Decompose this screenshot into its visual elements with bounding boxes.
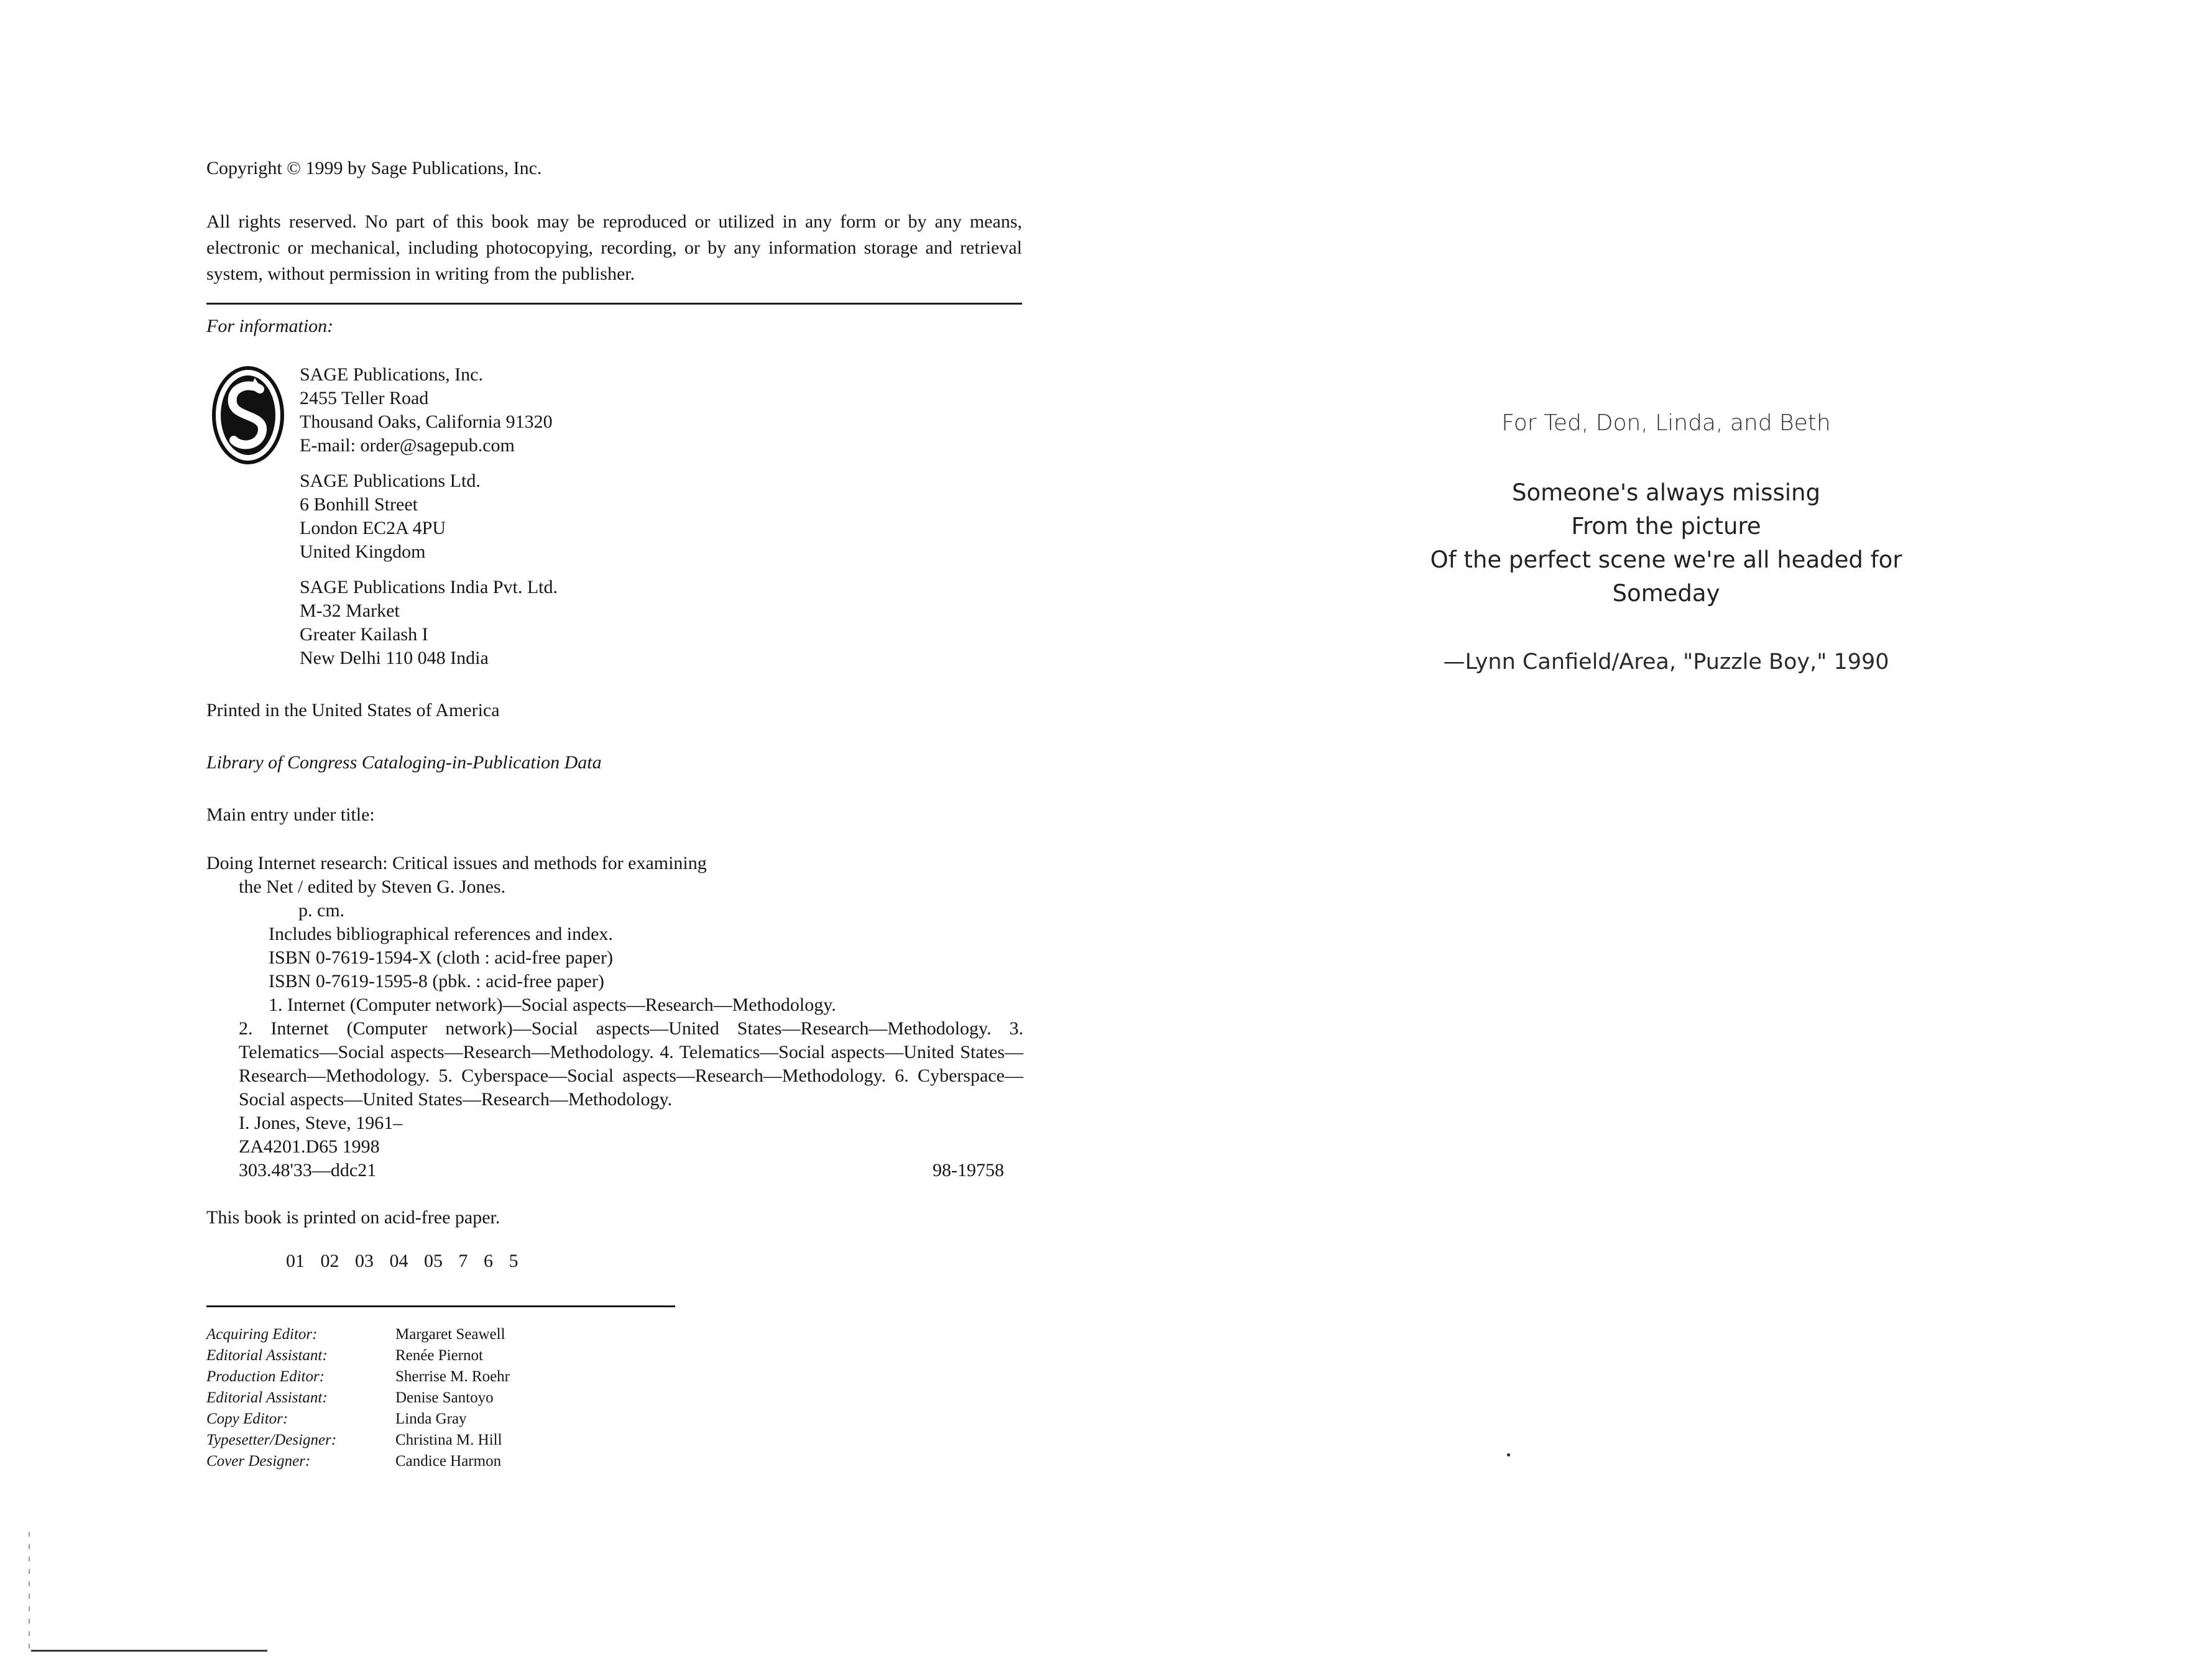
- credit-role: Copy Editor:: [206, 1410, 288, 1427]
- scan-edge-artifact: [31, 1650, 267, 1652]
- main-entry-label: Main entry under title:: [206, 804, 375, 825]
- epigraph-line: Of the perfect scene we're all headed for: [1430, 546, 1902, 573]
- address-line: New Delhi 110 048 India: [300, 648, 489, 668]
- epigraph-attribution: —Lynn Canfield/Area, "Puzzle Boy," 1990: [1443, 650, 1889, 674]
- address-line: United Kingdom: [300, 541, 426, 562]
- credit-row: [206, 1430, 510, 1451]
- divider-rule: [206, 1305, 675, 1307]
- cip-added-entry: I. Jones, Steve, 1961–: [239, 1113, 403, 1133]
- cip-note: Includes bibliographical references and index.: [269, 924, 613, 944]
- divider-rule: [206, 303, 1022, 305]
- credit-row: [206, 1345, 510, 1366]
- credit-row: [206, 1324, 510, 1345]
- credit-name: Margaret Seawell: [395, 1326, 505, 1343]
- credit-role: Editorial Assistant:: [206, 1389, 328, 1406]
- address-line: SAGE Publications India Pvt. Ltd.: [300, 577, 558, 597]
- address-line: Thousand Oaks, California 91320: [300, 412, 553, 432]
- epigraph-line: From the picture: [1571, 513, 1761, 540]
- cip-isbn-cloth: ISBN 0-7619-1594-X (cloth : acid-free paper): [269, 947, 613, 968]
- printing-number-line: 01 02 03 04 05 7 6 5: [286, 1251, 518, 1271]
- credit-role: Cover Designer:: [206, 1453, 311, 1470]
- address-block-uk: [300, 469, 481, 564]
- address-line: London EC2A 4PU: [300, 518, 446, 538]
- cip-call-number: ZA4201.D65 1998: [239, 1136, 380, 1157]
- scan-speck: [1507, 1453, 1510, 1456]
- printed-in-notice: Printed in the United States of America: [206, 700, 500, 720]
- cip-lccn: 98-19758: [933, 1160, 1004, 1180]
- cip-heading: Library of Congress Cataloging-in-Publication Data: [206, 752, 602, 773]
- address-line: SAGE Publications, Inc.: [300, 364, 483, 385]
- cip-pagination: p. cm.: [298, 900, 345, 921]
- scan-edge-artifact: [29, 1532, 30, 1655]
- credit-role: Acquiring Editor:: [206, 1326, 318, 1343]
- credit-row: [206, 1409, 510, 1430]
- credit-role: Production Editor:: [206, 1368, 325, 1385]
- credit-role: Typesetter/Designer:: [206, 1432, 337, 1448]
- address-line: 2455 Teller Road: [300, 388, 429, 408]
- dedication: For Ted, Don, Linda, and Beth: [1501, 410, 1831, 436]
- epigraph-line: Someday: [1612, 580, 1720, 607]
- address-block-india: [300, 576, 558, 670]
- sage-logo-icon: [211, 366, 285, 465]
- epigraph: [1355, 476, 1977, 610]
- cip-subject-heading: 1. Internet (Computer network)—Social aspects—Research—Methodology.: [269, 995, 836, 1015]
- credit-name: Linda Gray: [395, 1410, 467, 1427]
- cip-isbn-paperback: ISBN 0-7619-1595-8 (pbk. : acid-free paper): [269, 971, 604, 991]
- credit-name: Sherrise M. Roehr: [395, 1368, 510, 1385]
- cip-dewey-number: 303.48'33—ddc21: [239, 1160, 377, 1180]
- copyright-notice: Copyright © 1999 by Sage Publications, Inc.: [206, 158, 542, 178]
- acid-free-notice: This book is printed on acid-free paper.: [206, 1207, 500, 1228]
- credit-row: [206, 1366, 510, 1387]
- cip-title-line: Doing Internet research: Critical issues and methods for examining: [206, 853, 707, 873]
- cip-title-line: the Net / edited by Steven G. Jones.: [239, 876, 506, 897]
- credit-name: Renée Piernot: [395, 1347, 483, 1364]
- epigraph-line: Someone's always missing: [1512, 479, 1820, 506]
- address-block-us: [300, 363, 553, 458]
- address-email: E-mail: order@sagepub.com: [300, 435, 515, 456]
- credit-row: [206, 1387, 510, 1409]
- cip-subject-headings: 2. Internet (Computer network)—Social aspects—United States—Research—Methodology. 3. Telematics—Social aspects—Research—Methodology. 4. Telematics—Social aspects—United States—Research—Methodology. 5. Cyberspace—Social aspects—Research—Methodology. 6. Cyberspace—Social aspects—United States—Research—Methodology.: [239, 1018, 1023, 1110]
- address-line: M-32 Market: [300, 600, 400, 621]
- credit-name: Christina M. Hill: [395, 1432, 502, 1448]
- credit-row: [206, 1451, 510, 1472]
- credit-name: Denise Santoyo: [395, 1389, 494, 1406]
- rights-reserved-paragraph: All rights reserved. No part of this book may be reproduced or utilized in any form or by any means, electronic or mechanical, including photocopying, recording, or by any information storage and retrieval system, without permission in writing from the publisher.: [206, 211, 1022, 284]
- credit-name: Candice Harmon: [395, 1453, 502, 1470]
- credits-table: [206, 1324, 510, 1472]
- credit-role: Editorial Assistant:: [206, 1347, 328, 1364]
- address-line: Greater Kailash I: [300, 624, 428, 645]
- for-information-label: For information:: [206, 316, 334, 336]
- address-line: 6 Bonhill Street: [300, 494, 418, 515]
- address-line: SAGE Publications Ltd.: [300, 471, 481, 491]
